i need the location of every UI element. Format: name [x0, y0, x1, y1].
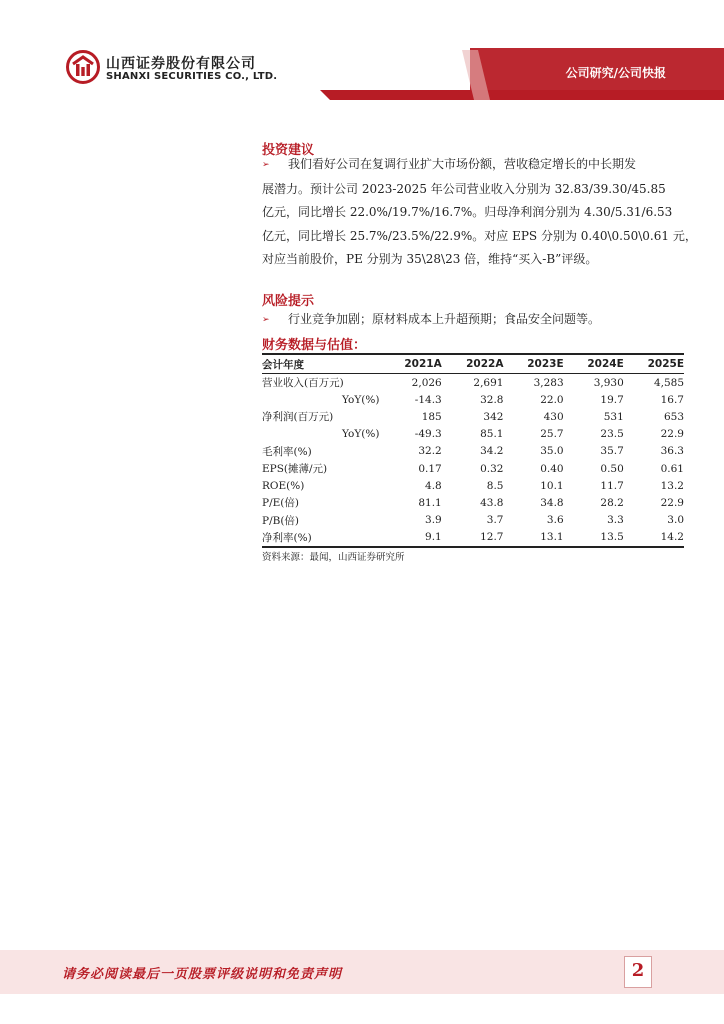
table-cell: 9.1	[380, 529, 442, 547]
table-cell: 11.7	[600, 479, 624, 492]
table-cell: 2,691	[473, 376, 504, 389]
table-cell: 0.32	[480, 462, 504, 475]
table-cell: 22.9	[660, 428, 684, 441]
table-cell: 22.0	[540, 393, 564, 406]
table-cell: 13.2	[660, 479, 684, 492]
table-cell: 4,585	[653, 376, 684, 389]
advice-line: 对应当前股价，PE 分别为 35\28\23 倍，维持“买入-B”评级。	[262, 252, 598, 266]
table-cell: 3.7	[486, 514, 504, 527]
table-row	[262, 512, 684, 529]
table-cell: 2,026	[411, 376, 442, 389]
table-cell: 3.9	[425, 514, 442, 527]
table-row	[262, 426, 684, 443]
table-cell: 35.7	[600, 445, 624, 458]
advice-line: ➢ 我们看好公司在复调行业扩大市场份额，营收稳定增长的中长期发	[262, 153, 682, 178]
row-label: YoY(%)	[342, 393, 380, 406]
table-cell: 3,930	[593, 376, 624, 389]
table-row	[262, 529, 684, 547]
column-header: 2024E	[564, 354, 624, 374]
table-cell: 430	[543, 410, 564, 423]
row-label: ROE(%)	[262, 479, 305, 492]
investment-advice-text	[262, 153, 697, 272]
financials-title: 财务数据与估值：	[262, 338, 367, 353]
advice-line: 展潜力。预计公司 2023-2025 年公司营业收入分别为 32.83/39.30/45.85	[262, 181, 666, 196]
table-cell: 342	[483, 410, 504, 423]
table-header-row	[262, 354, 684, 374]
table-cell: 22.9	[660, 496, 684, 509]
arrow-bullet-icon: ➢	[262, 315, 270, 325]
table-cell: 23.5	[600, 428, 624, 441]
page-header	[0, 0, 724, 100]
column-header: 2021A	[380, 354, 442, 374]
table-cell: 0.17	[418, 462, 442, 475]
footer-disclaimer: 请务必阅读最后一页股票评级说明和免责声明	[62, 967, 343, 982]
column-header: 2023E	[503, 354, 563, 374]
table-cell: 16.7	[660, 393, 684, 406]
row-label: 净利率(%)	[262, 529, 380, 547]
table-cell: 35.0	[540, 445, 564, 458]
table-cell: 0.50	[600, 462, 624, 475]
table-cell: 43.8	[480, 496, 504, 509]
table-cell: 10.1	[540, 479, 564, 492]
column-header: 2022A	[442, 354, 504, 374]
company-name-cn: 山西证券股份有限公司	[106, 56, 256, 72]
table-cell: 4.8	[425, 479, 442, 492]
table-cell: 13.1	[503, 529, 563, 547]
row-label: 毛利率(%)	[262, 445, 312, 458]
investment-advice-title: 投资建议	[262, 143, 315, 158]
row-label: 净利润(百万元)	[262, 411, 334, 424]
column-header: 2025E	[624, 354, 684, 374]
table-cell: -14.3	[414, 393, 442, 406]
table-cell: 19.7	[600, 393, 624, 406]
table-row	[262, 494, 684, 511]
advice-line: 亿元，同比增长 22.0%/19.7%/16.7%。归母净利润分别为 4.30/5.31/6.53	[262, 205, 673, 219]
table-cell: 0.40	[540, 462, 564, 475]
financial-table	[262, 353, 684, 548]
table-cell: 81.1	[418, 496, 442, 509]
table-cell: 34.8	[540, 496, 564, 509]
table-cell: 3.0	[667, 514, 684, 527]
header-band	[0, 0, 724, 100]
table-cell: 531	[603, 410, 624, 423]
risk-title: 风险提示	[262, 294, 315, 309]
table-cell: 653	[663, 410, 684, 423]
table-cell: 28.2	[600, 496, 624, 509]
table-cell: -49.3	[414, 428, 442, 441]
table-row	[262, 460, 684, 477]
table-cell: 3.6	[546, 514, 564, 527]
table-cell: 3,283	[533, 376, 564, 389]
page-number: 2	[631, 960, 645, 981]
table-cell: 32.8	[480, 393, 504, 406]
advice-line: 亿元，同比增长 25.7%/23.5%/22.9%。对应 EPS 分别为 0.40\0.50\0.61 元，	[262, 228, 697, 243]
table-cell: 34.2	[480, 445, 504, 458]
column-header: 会计年度	[262, 354, 380, 374]
table-cell: 13.5	[564, 529, 624, 547]
company-name-en: SHANXI SECURITIES CO., LTD.	[106, 71, 278, 82]
table-cell: 25.7	[540, 428, 564, 441]
table-row	[262, 408, 684, 425]
arrow-bullet-icon: ➢	[262, 160, 270, 170]
row-label: 营业收入(百万元)	[262, 377, 344, 390]
report-type: 公司研究/公司快报	[565, 66, 666, 80]
table-cell: 12.7	[442, 529, 504, 547]
table-row	[262, 374, 684, 392]
row-label: P/E(倍)	[262, 497, 299, 510]
row-label: YoY(%)	[342, 428, 380, 441]
table-cell: 0.61	[660, 462, 684, 475]
row-label: P/B(倍)	[262, 514, 300, 527]
row-label: EPS(摊薄/元)	[262, 463, 328, 476]
table-row	[262, 443, 684, 460]
risk-text: ➢ 行业竞争加剧；原材料成本上升超预期；食品安全问题等。	[262, 308, 682, 333]
table-cell: 185	[421, 410, 442, 423]
table-cell: 8.5	[486, 479, 504, 492]
page-number-box	[624, 956, 652, 988]
table-cell: 85.1	[480, 428, 504, 441]
table-cell: 3.3	[607, 514, 624, 527]
table-row	[262, 391, 684, 408]
table-row	[262, 477, 684, 494]
table-cell: 36.3	[660, 445, 684, 458]
table-cell: 14.2	[624, 529, 684, 547]
table-cell: 32.2	[418, 445, 442, 458]
data-source: 资料来源：最闻，山西证券研究所	[262, 552, 405, 563]
